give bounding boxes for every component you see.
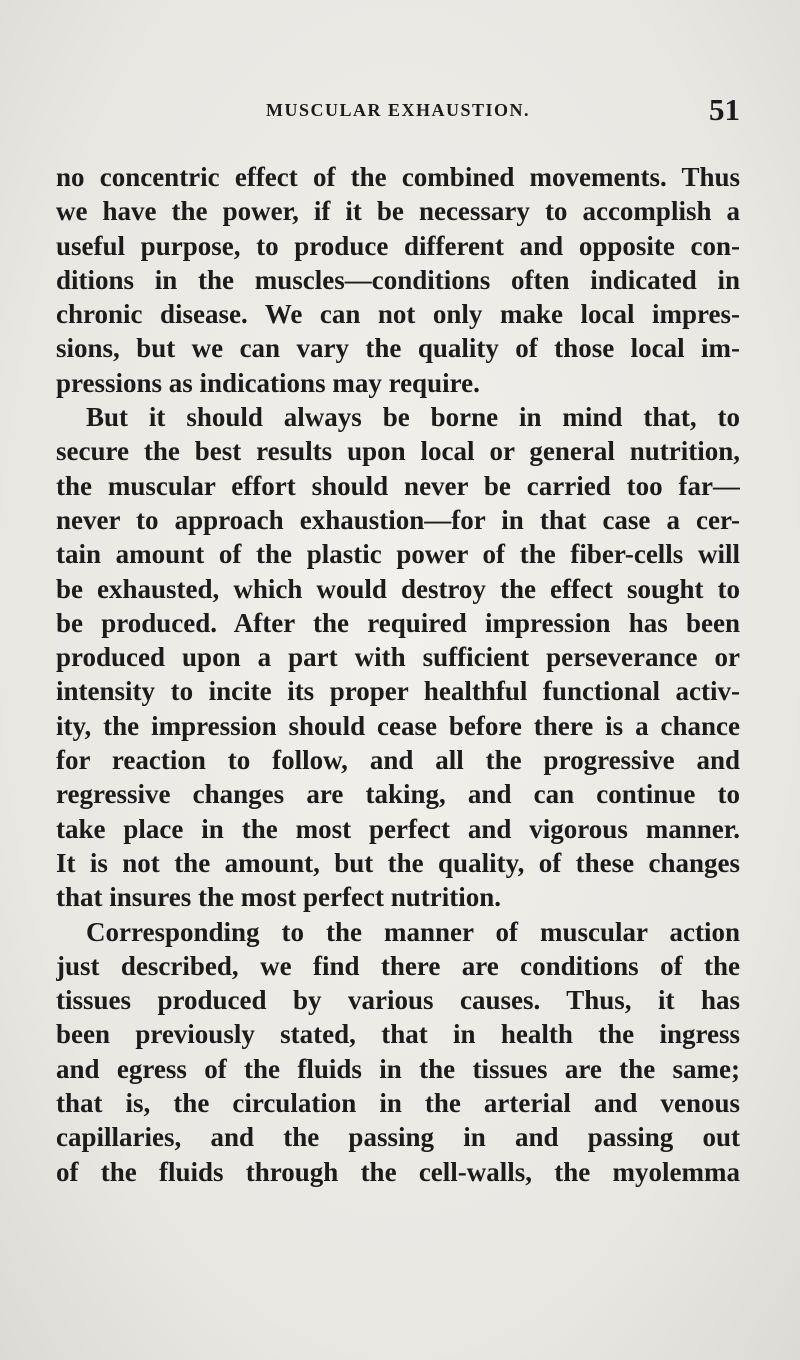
text-line: Corresponding to the manner of muscular action [86, 916, 740, 947]
text-line: produced upon a part with sufficient perseverance or [56, 642, 740, 673]
text-line: useful purpose, to produce different and opposite con- [56, 230, 740, 261]
text-line: sions, but we can vary the quality of those local im- [56, 333, 740, 364]
text-line: never to approach exhaustion—for in that case a cer- [56, 504, 740, 535]
text-line: capillaries, and the passing in and passing out [56, 1122, 740, 1153]
text-line: no concentric effect of the combined movements. Thus [56, 162, 740, 192]
text-line: been previously stated, that in health the ingress [56, 1019, 740, 1050]
text-line: intensity to incite its proper healthful functional activ- [56, 676, 740, 707]
text-line: tain amount of the plastic power of the fiber-cells will [56, 539, 740, 570]
text-line: take place in the most perfect and vigorous manner. [56, 813, 740, 844]
page-number: 51 [709, 92, 740, 127]
text-line: we have the power, if it be necessary to accomplish a [56, 196, 740, 227]
text-line: regressive changes are taking, and can continue to [56, 779, 740, 810]
text-line: be exhausted, which would destroy the effect sought to [56, 573, 740, 604]
text-line: be produced. After the required impression has been [56, 607, 740, 638]
text-line: the muscular effort should never be carried too far— [56, 470, 740, 501]
text-line: ditions in the muscles—conditions often indicated in [56, 264, 740, 295]
text-line: and egress of the fluids in the tissues are the same; [56, 1053, 740, 1084]
text-line: of the fluids through the cell-walls, the myolemma [56, 1156, 740, 1187]
text-line: pressions as indications may require. [56, 367, 480, 398]
text-line: secure the best results upon local or general nutrition, [56, 436, 740, 467]
text-line: that insures the most perfect nutrition. [56, 882, 501, 913]
page-header [56, 92, 740, 132]
text-line: ity, the impression should cease before there is a chance [56, 710, 740, 741]
text-line: that is, the circulation in the arterial and venous [56, 1088, 740, 1119]
text-line: It is not the amount, but the quality, of these changes [56, 847, 740, 878]
body-text [56, 160, 740, 1189]
text-line: just described, we find there are conditions of the [56, 950, 740, 981]
text-line: for reaction to follow, and all the progressive and [56, 745, 740, 776]
text-line: But it should always be borne in mind that, to [86, 402, 740, 433]
running-head: MUSCULAR EXHAUSTION. [265, 100, 531, 120]
text-line: chronic disease. We can not only make local impres- [56, 299, 740, 330]
text-line: tissues produced by various causes. Thus, it has [56, 985, 740, 1016]
